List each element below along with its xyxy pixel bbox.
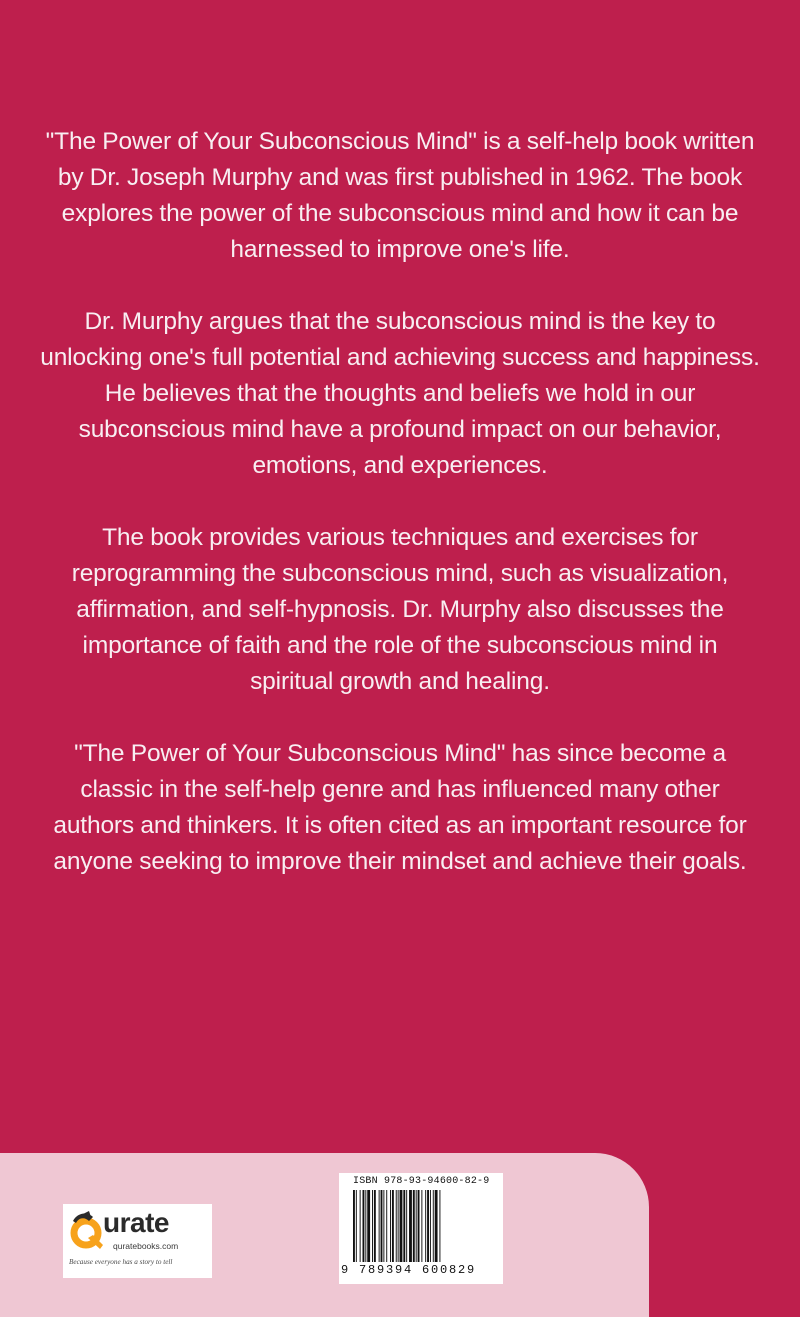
publisher-tagline: Because everyone has a story to tell (69, 1258, 173, 1266)
barcode-bar (363, 1190, 365, 1262)
barcode-bar (374, 1190, 376, 1262)
q-logo-icon (69, 1211, 103, 1251)
barcode-bar (425, 1190, 426, 1262)
barcode-bar (392, 1190, 394, 1262)
barcode-bar (367, 1190, 370, 1262)
barcode-bar (386, 1190, 387, 1262)
barcode-bar (356, 1190, 357, 1262)
barcode-bar (398, 1190, 399, 1262)
barcode-bar (381, 1190, 383, 1262)
book-description (40, 124, 760, 916)
ean-digits: 9 789394 600829 (341, 1263, 477, 1277)
description-paragraph-3: The book provides various techniques and exercises for reprogramming the subconscious mind, such as visualization, affirmation, and self-hypnosis. Dr. Murphy also discusses the importance of faith and the role of the subconscious mind in spiritual growth and healing. (71, 524, 729, 695)
barcode-bar (406, 1190, 407, 1262)
barcode-bar (430, 1190, 431, 1262)
barcode-bar (390, 1190, 391, 1262)
publisher-logo (63, 1204, 212, 1278)
barcode-bar (403, 1190, 405, 1262)
barcode-bar (435, 1190, 438, 1262)
description-paragraph-4: "The Power of Your Subconscious Mind" has since become a classic in the self-help genre and has influenced many other authors and thinkers. It is often cited as an important resource for anyone seeking to improve their mindset and achieve their goals. (53, 740, 747, 875)
barcode-bar (400, 1190, 403, 1262)
description-paragraph-1: "The Power of Your Subconscious Mind" is a self-help book written by Dr. Joseph Murphy and was first published in 1962. The book explores the power of the subconscious mind and how it can be harnessed to improve one's life. (45, 128, 755, 263)
barcode-bar (418, 1190, 420, 1262)
barcode-bar (372, 1190, 373, 1262)
barcode-bar (409, 1190, 412, 1262)
barcode-bar (413, 1190, 415, 1262)
isbn-label: ISBN 978-93-94600-82-9 (353, 1176, 490, 1187)
barcode-bar (439, 1190, 440, 1262)
barcode-bar (427, 1190, 429, 1262)
barcode-bars (353, 1190, 493, 1262)
barcode-bar (365, 1190, 366, 1262)
barcode-bar (421, 1190, 422, 1262)
description-paragraph-2: Dr. Murphy argues that the subconscious mind is the key to unlocking one's full potential and achieving success and happiness. He believes that the thoughts and beliefs we hold in our subconscious mind have a profound impact on our behavior, emotions, and experiences. (40, 308, 760, 479)
barcode-bar (360, 1190, 361, 1262)
publisher-url: quratebooks.com (113, 1241, 179, 1251)
barcode-bar (433, 1190, 434, 1262)
barcode-bar (379, 1190, 380, 1262)
barcode-bar (396, 1190, 397, 1262)
isbn-barcode (339, 1173, 503, 1284)
barcode-bar (383, 1190, 384, 1262)
barcode-bar (353, 1190, 355, 1262)
barcode-bar (416, 1190, 417, 1262)
publisher-name: urate (103, 1207, 169, 1238)
